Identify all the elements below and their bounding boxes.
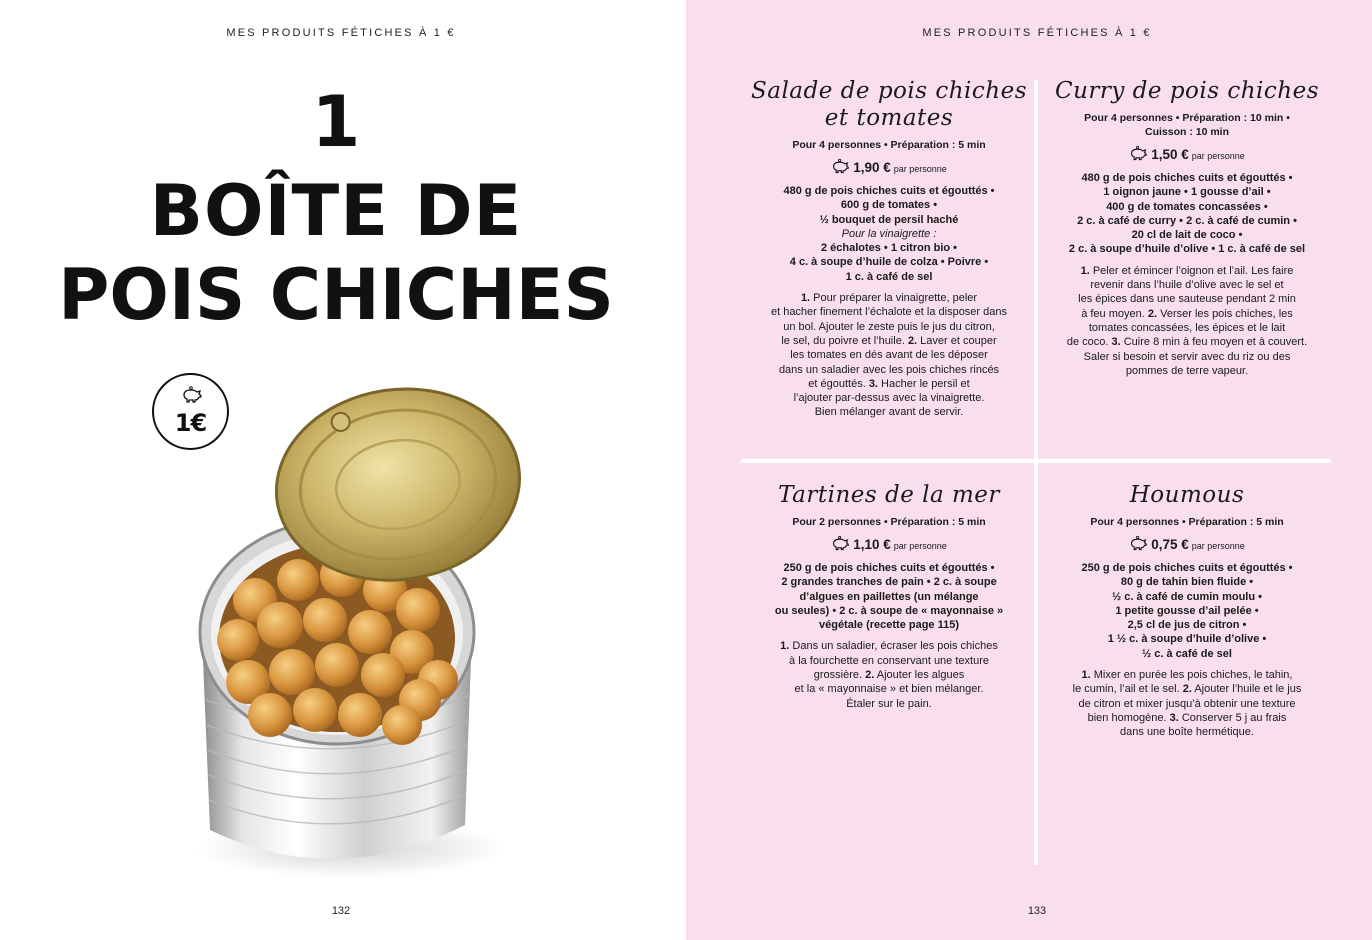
step-number: 3.	[1111, 336, 1121, 349]
step-text: Pour préparer la vinaigrette, peler	[810, 292, 978, 305]
price-value: 0,75 €	[1151, 537, 1189, 552]
step-text: Laver et couper	[917, 334, 997, 347]
ingredient-line: 250 g de pois chiches cuits et égouttés •	[1081, 562, 1293, 574]
price-badge	[152, 373, 229, 450]
step-line	[744, 668, 1034, 682]
recipe-price	[744, 534, 1034, 556]
step-number: 2.	[1147, 307, 1158, 320]
recipe-meta	[1042, 111, 1332, 139]
step-line: dans une boîte hermétique.	[1120, 726, 1254, 739]
recipe-title-line-2: et tomates	[824, 105, 954, 131]
step-text: Ajouter les algues	[874, 669, 965, 682]
ingredient-line: 400 g de tomates concassées •	[1106, 200, 1268, 213]
step-number: 1.	[1081, 669, 1091, 682]
step-line	[1042, 335, 1332, 349]
step-text: le sel, du poivre et l’huile.	[781, 334, 908, 347]
running-head-right: MES PRODUITS FÉTICHES À 1 €	[922, 27, 1152, 39]
title-line-2: POIS CHICHES	[58, 254, 614, 336]
ingredient-line: 480 g de pois chiches cuits et égouttés •	[783, 185, 995, 197]
chickpea-can-image	[180, 370, 550, 880]
recipe-meta: Pour 2 personnes • Préparation : 5 min	[792, 516, 986, 528]
step-number: 1.	[780, 640, 790, 653]
price-badge-value: 1€	[174, 409, 207, 437]
ingredient-line: ½ bouquet de persil haché	[819, 213, 959, 226]
step-number: 1.	[1080, 264, 1090, 277]
ingredients	[1042, 561, 1332, 661]
step-line: Étaler sur le pain.	[846, 697, 932, 710]
page-number-right: 133	[1027, 905, 1047, 917]
step-text: grossière.	[813, 669, 866, 682]
step-line: revenir dans l’huile d’olive avec le sel et	[1090, 279, 1284, 292]
step-line	[744, 639, 1034, 653]
recipe-tartines	[744, 482, 1034, 711]
ingredients	[744, 561, 1034, 632]
step-line: et hacher finement l’échalote et la disposer dans	[770, 306, 1008, 319]
ingredient-line: 1 ½ c. à soupe d’huile d’olive •	[1107, 633, 1267, 646]
step-text: Dans un saladier, écraser les pois chiches	[789, 640, 998, 653]
ingredient-line: 2 c. à café de curry • 2 c. à café de cumin •	[1077, 214, 1297, 227]
step-line	[1042, 307, 1332, 321]
step-text: Mixer en purée les pois chiches, le tahin,	[1090, 669, 1293, 682]
step-text: à feu moyen.	[1081, 307, 1148, 320]
step-text: Peler et émincer l’oignon et l’ail. Les faire	[1089, 264, 1294, 277]
price-unit: par personne	[893, 541, 947, 551]
step-text: bien homogène.	[1087, 711, 1170, 724]
divider-horizontal	[741, 459, 1331, 463]
step-line: de citron et mixer jusqu’à obtenir une texture	[1078, 697, 1296, 710]
recipe-meta-line: Cuisson : 10 min	[1144, 126, 1229, 138]
ingredient-line: 80 g de tahin bien fluide •	[1120, 576, 1254, 589]
step-line: les tomates en dés avant de les déposer	[790, 349, 988, 362]
step-line: et la « mayonnaise » et bien mélanger.	[794, 683, 984, 696]
step-line	[744, 377, 1034, 391]
ingredient-line: 1 oignon jaune • 1 gousse d’ail •	[1103, 186, 1271, 199]
piggy-bank-icon	[1129, 145, 1148, 162]
step-line	[744, 291, 1034, 305]
recipe-meta: Pour 4 personnes • Préparation : 5 min	[792, 139, 986, 151]
ingredient-line: 2 c. à soupe d’huile d’olive • 1 c. à café de sel	[1068, 243, 1306, 256]
step-text: Ajouter l’huile et le jus	[1191, 683, 1302, 696]
ingredient-line: ½ c. à café de cumin moulu •	[1112, 590, 1262, 603]
ingredient-line: 2 grandes tranches de pain • 2 c. à soupe	[781, 576, 997, 589]
ingredients	[744, 184, 1034, 284]
recipe-title: Tartines de la mer	[778, 482, 1000, 508]
instructions	[1042, 668, 1332, 739]
recipe-price	[1042, 534, 1332, 556]
title-number: 1	[311, 81, 361, 163]
step-line: dans un saladier avec les pois chiches rincés	[778, 363, 1000, 376]
right-page	[686, 0, 1372, 940]
step-line: Bien mélanger avant de servir.	[814, 406, 964, 419]
step-line: pommes de terre vapeur.	[1125, 364, 1249, 377]
recipe-price	[1042, 144, 1332, 166]
page-number-left: 132	[331, 905, 351, 917]
step-number: 3.	[1169, 711, 1179, 724]
ingredient-subheading: Pour la vinaigrette :	[841, 227, 937, 240]
ingredient-line: végétale (recette page 115)	[818, 619, 960, 632]
ingredient-line: ½ c. à café de sel	[1142, 647, 1232, 660]
price-value: 1,90 €	[853, 160, 891, 175]
step-line: tomates concassées, les épices et le lait	[1088, 321, 1286, 334]
ingredient-line: 20 cl de lait de coco •	[1131, 229, 1243, 242]
step-line	[1042, 264, 1332, 278]
step-line: les épices dans une sauteuse pendant 2 min	[1078, 293, 1296, 306]
ingredient-line: 1 c. à café de sel	[845, 270, 933, 283]
divider-vertical	[1034, 80, 1038, 865]
instructions	[1042, 264, 1332, 378]
running-head-left: MES PRODUITS FÉTICHES À 1 €	[226, 27, 456, 39]
recipe-meta: Pour 4 personnes • Préparation : 5 min	[1090, 516, 1284, 528]
piggy-bank-icon	[181, 386, 203, 404]
recipe-houmous	[1042, 482, 1332, 740]
step-number: 3.	[868, 377, 878, 390]
step-line: un bol. Ajouter le zeste puis le jus du citron,	[783, 320, 995, 333]
recipe-title: Houmous	[1129, 482, 1245, 508]
step-number: 2.	[907, 334, 918, 347]
ingredient-line: 1 petite gousse d’ail pelée •	[1115, 604, 1259, 617]
piggy-bank-icon	[831, 535, 850, 552]
step-text: Cuire 8 min à feu moyen et à couvert.	[1120, 336, 1308, 349]
step-line: Saler si besoin et servir avec du riz ou des	[1083, 350, 1291, 363]
step-line: l’ajouter par-dessus avec la vinaigrette.	[793, 392, 985, 405]
ingredient-line: 2,5 cl de jus de citron •	[1127, 619, 1247, 632]
ingredient-line: 2 échalotes • 1 citron bio •	[820, 242, 958, 255]
recipe-price	[744, 157, 1034, 179]
title-line-1: BOÎTE DE	[149, 170, 523, 252]
instructions	[744, 639, 1034, 710]
ingredient-line: ou seules) • 2 c. à soupe de « mayonnaise »	[774, 604, 1004, 617]
step-text: et égouttés.	[808, 377, 869, 390]
recipe-curry	[1042, 78, 1332, 378]
step-line	[1042, 682, 1332, 696]
price-value: 1,50 €	[1151, 147, 1189, 162]
price-unit: par personne	[1191, 541, 1245, 551]
ingredient-line: 4 c. à soupe d’huile de colza • Poivre •	[789, 256, 989, 269]
recipe-title: Salade de pois chiches	[750, 78, 1028, 104]
price-unit: par personne	[1191, 151, 1245, 161]
step-line	[1042, 668, 1332, 682]
ingredients	[1042, 171, 1332, 257]
ingredient-line: 250 g de pois chiches cuits et égouttés •	[783, 562, 995, 574]
ingredient-line: d’algues en paillettes (un mélange	[799, 590, 979, 603]
step-line	[744, 334, 1034, 348]
piggy-bank-icon	[1129, 535, 1148, 552]
price-value: 1,10 €	[853, 537, 891, 552]
recipe-salade	[744, 78, 1034, 420]
step-number: 2.	[865, 669, 875, 682]
step-number: 2.	[1182, 683, 1192, 696]
instructions	[744, 291, 1034, 420]
step-text: de coco.	[1066, 336, 1112, 349]
ingredient-line: 600 g de tomates •	[840, 199, 938, 212]
piggy-bank-icon	[831, 158, 850, 175]
price-unit: par personne	[893, 164, 947, 174]
recipe-meta-line: Pour 4 personnes • Préparation : 10 min •	[1084, 112, 1290, 124]
step-line: à la fourchette en conservant une texture	[789, 654, 989, 667]
step-text: Conserver 5 j au frais	[1178, 711, 1287, 724]
ingredient-line: 480 g de pois chiches cuits et égouttés •	[1081, 172, 1293, 184]
step-line	[1042, 711, 1332, 725]
step-text: Hacher le persil et	[878, 377, 970, 390]
step-text: le cumin, l’ail et le sel.	[1072, 683, 1183, 696]
step-number: 1.	[800, 292, 811, 305]
step-text: Verser les pois chiches, les	[1157, 307, 1293, 320]
recipe-title: Curry de pois chiches	[1054, 78, 1320, 104]
